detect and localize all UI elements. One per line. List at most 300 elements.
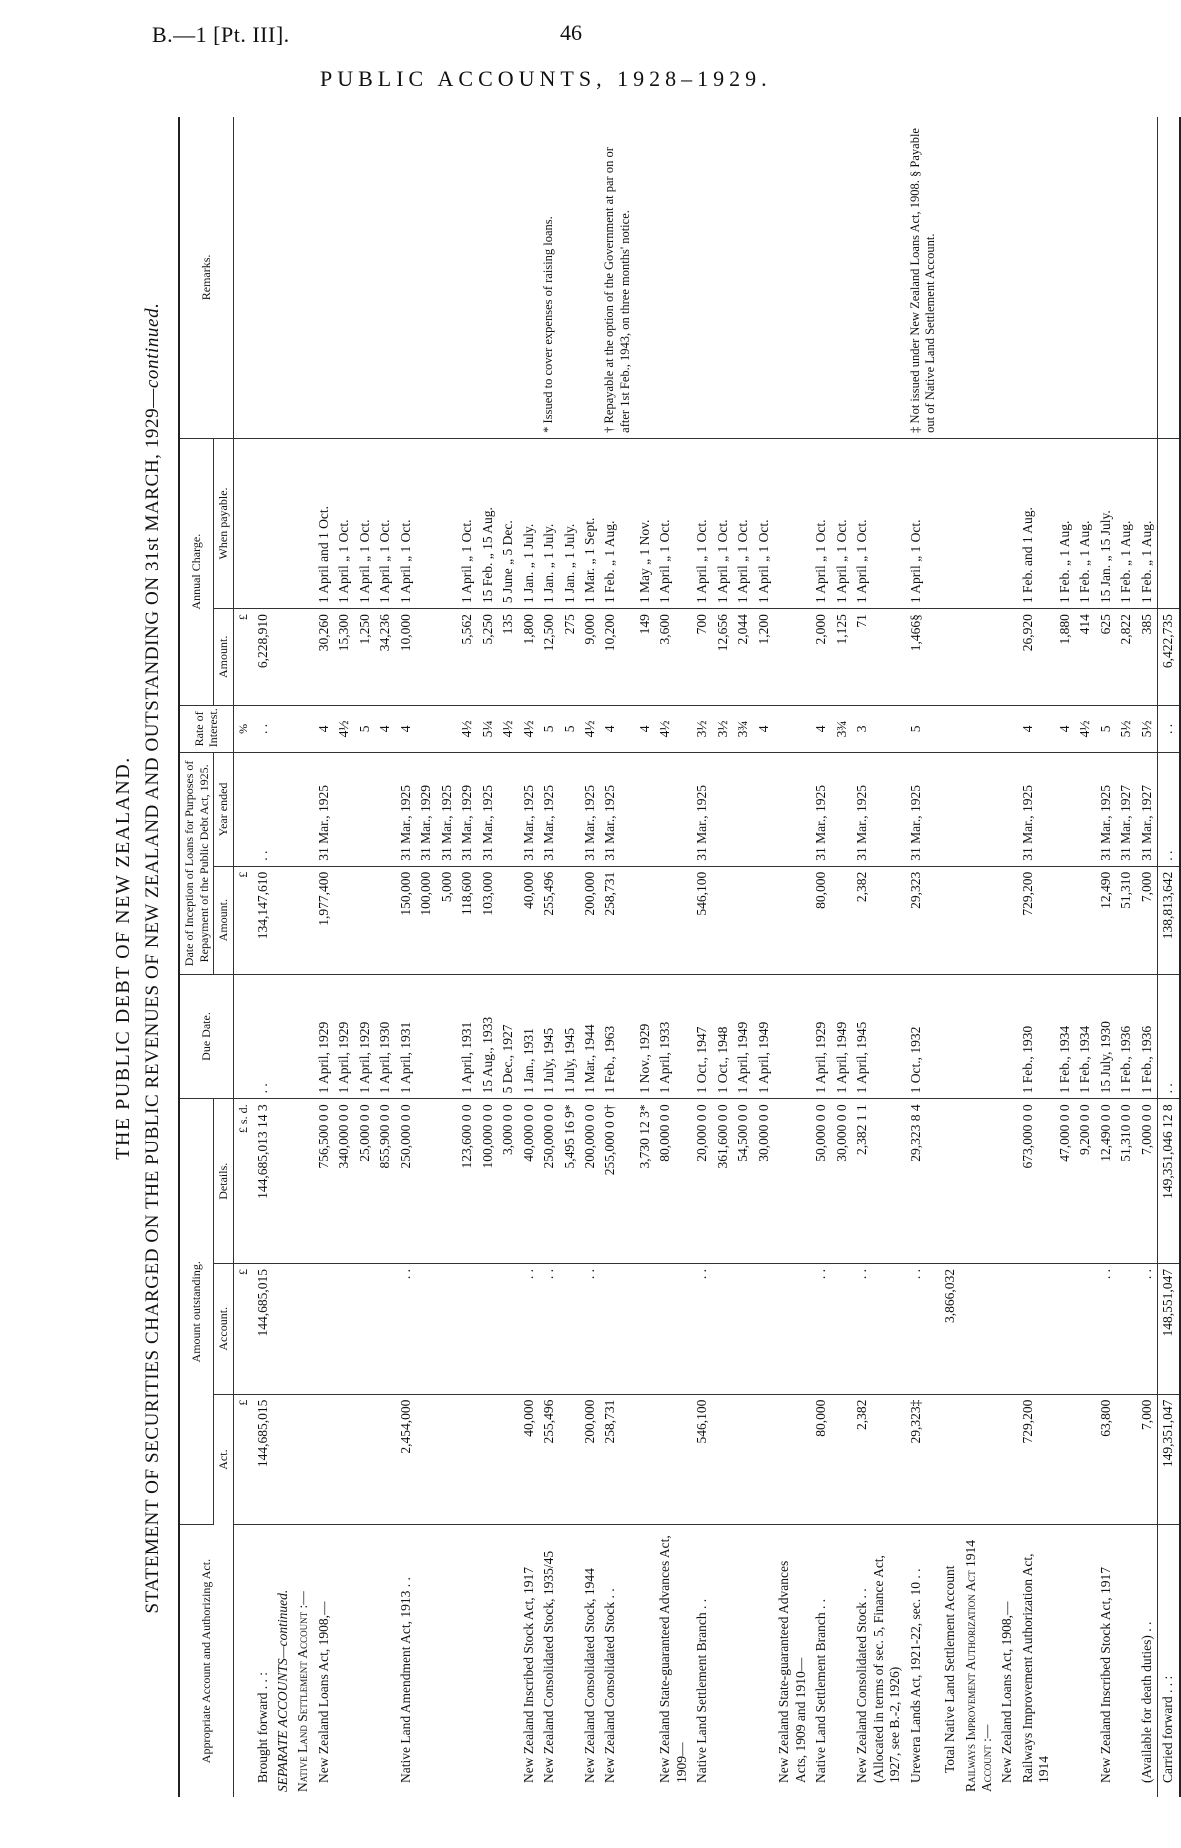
table-row [1075, 117, 1095, 1797]
annual-charge-cell: 15,300 [334, 609, 354, 705]
act-amount-cell [832, 1394, 852, 1525]
year-ended-cell [733, 753, 753, 867]
account-amount-cell [437, 1264, 457, 1395]
when-payable-cell: 1 April and 1 Oct. [314, 438, 334, 608]
account-cell: Railways Improvement Authorization Act 1914 Account :— [962, 1539, 994, 1792]
table-row [733, 117, 753, 1797]
details-cell [437, 1099, 457, 1264]
rate-cell: 4 [1055, 705, 1075, 753]
account-cell [355, 1525, 375, 1797]
details-cell: 144,685,013 14 3 [253, 1099, 273, 1264]
account-cell [478, 1525, 498, 1797]
year-ended-cell [635, 753, 655, 867]
year-ended-cell: 31 Mar., 1927 [1116, 753, 1136, 867]
year-ended-cell: 31 Mar., 1925 [519, 753, 539, 867]
inception-amount-cell [273, 866, 293, 974]
col-due-date: Due Date. [179, 974, 233, 1099]
due-date-cell [997, 974, 1017, 1099]
due-date-cell: . . [1158, 974, 1180, 1099]
remarks-cell [560, 117, 580, 438]
remarks-cell [396, 117, 416, 438]
col-ac-amount: Amount. [214, 609, 234, 705]
due-date-cell: 1 April, 1933 [655, 974, 692, 1099]
account-cell [1116, 1525, 1136, 1797]
when-payable-cell: 1 Jan. „ 1 July. [560, 438, 580, 608]
act-amount-cell [997, 1394, 1017, 1525]
act-amount-cell: 40,000 [519, 1394, 539, 1525]
rate-cell: 5¼ [478, 705, 498, 753]
year-ended-cell: . . [253, 753, 273, 867]
when-payable-cell: 1 Feb. „ 1 Aug. [600, 438, 635, 608]
year-ended-cell [774, 753, 811, 867]
details-cell [416, 1099, 436, 1264]
act-amount-cell [635, 1394, 655, 1525]
inception-amount-cell: 5,000 [437, 866, 457, 974]
details-cell: 80,000 0 0 [655, 1099, 692, 1264]
inception-amount-cell [997, 866, 1017, 974]
inception-amount-cell [774, 866, 811, 974]
due-date-cell: 1 Feb., 1934 [1075, 974, 1095, 1099]
due-date-cell: 1 Oct., 1947 [692, 974, 712, 1099]
due-date-cell: 1 Feb., 1936 [1116, 974, 1136, 1099]
inception-amount-cell: 546,100 [692, 866, 712, 974]
col-details: Details. [214, 1099, 234, 1264]
account-cell: Railways Improvement Authorization Act, 1914 [1019, 1553, 1052, 1783]
page-header [0, 0, 1114, 110]
due-date-cell: 1 April, 1949 [832, 974, 852, 1099]
year-ended-cell: 31 Mar., 1925 [314, 753, 334, 867]
account-amount-cell [1116, 1264, 1136, 1395]
due-date-cell: . . [253, 974, 273, 1099]
details-cell: 255,000 0 0† [600, 1099, 635, 1264]
table-row [314, 117, 334, 1797]
rate-cell [961, 705, 998, 753]
when-payable-cell: 1 April „ 1 Oct. [852, 438, 905, 608]
annual-charge-cell: 5,250 [478, 609, 498, 705]
inception-amount-cell [498, 866, 518, 974]
act-amount-cell: 144,685,015 [253, 1394, 273, 1525]
annual-charge-cell: 2,000 [811, 609, 831, 705]
table-row [519, 117, 539, 1797]
account-cell [635, 1525, 655, 1797]
act-amount-cell [437, 1394, 457, 1525]
annual-charge-cell [416, 609, 436, 705]
annual-charge-cell: 34,236 [375, 609, 395, 705]
rate-cell [416, 705, 436, 753]
act-amount-cell: 29,323‡ [906, 1394, 941, 1525]
table-row [560, 117, 580, 1797]
when-payable-cell: 1 April „ 1 Oct. [733, 438, 753, 608]
table-row [1137, 117, 1158, 1797]
remarks-cell [253, 117, 273, 438]
details-cell: 47,000 0 0 [1055, 1099, 1075, 1264]
account-cell [733, 1525, 753, 1797]
act-amount-cell: 7,000 [1137, 1394, 1158, 1525]
units-row [233, 117, 252, 1797]
details-cell: 9,200 0 0 [1075, 1099, 1095, 1264]
inception-amount-cell: 100,000 [416, 866, 436, 974]
details-cell: 29,323 8 4 [906, 1099, 941, 1264]
account-amount-cell [1055, 1264, 1075, 1395]
table-row [713, 117, 733, 1797]
rate-cell: 3¾ [733, 705, 753, 753]
annual-charge-cell: 275 [560, 609, 580, 705]
details-cell: 123,600 0 0 [457, 1099, 477, 1264]
inception-amount-cell: 255,496 [539, 866, 559, 974]
annual-charge-cell [293, 609, 313, 705]
year-ended-cell [961, 753, 998, 867]
inception-amount-cell [560, 866, 580, 974]
due-date-cell [940, 974, 960, 1099]
year-ended-cell [754, 753, 774, 867]
rate-cell: 3¾ [832, 705, 852, 753]
act-amount-cell: 729,200 [1018, 1394, 1055, 1525]
account-amount-cell [355, 1264, 375, 1395]
remarks-cell [1018, 117, 1055, 438]
annual-charge-cell: 625 [1096, 609, 1116, 705]
annual-charge-cell: 1,125 [832, 609, 852, 705]
statement-title: THE PUBLIC DEBT OF NEW ZEALAND. [112, 756, 134, 1160]
account-cell: Native Land Settlement Account :— [295, 1591, 311, 1792]
inception-amount-cell [635, 866, 655, 974]
year-ended-cell [560, 753, 580, 867]
details-cell: 25,000 0 0 [355, 1099, 375, 1264]
inception-amount-cell: 134,147,610 [253, 866, 273, 974]
due-date-cell: 1 Feb., 1963 [600, 974, 635, 1099]
remarks-cell: * Issued to cover expenses of raising loans. [539, 117, 559, 438]
due-date-cell: 1 April, 1949 [754, 974, 774, 1099]
annual-charge-cell: 1,800 [519, 609, 539, 705]
account-cell: Carried forward . . : [1158, 1525, 1180, 1797]
remarks-cell [580, 117, 600, 438]
year-ended-cell: 31 Mar., 1925 [600, 753, 635, 867]
act-amount-cell: 80,000 [811, 1394, 831, 1525]
annual-charge-cell [437, 609, 457, 705]
table-row [852, 117, 905, 1797]
details-cell: 20,000 0 0 [692, 1099, 712, 1264]
details-cell [293, 1099, 313, 1264]
year-ended-cell: 31 Mar., 1925 [811, 753, 831, 867]
rate-cell [437, 705, 457, 753]
annual-charge-cell: 71 [852, 609, 905, 705]
account-amount-cell [1018, 1264, 1055, 1395]
account-cell: New Zealand Inscribed Stock Act, 1917 [1097, 1567, 1113, 1783]
when-payable-cell [416, 438, 436, 608]
account-amount-cell: . . [906, 1264, 941, 1395]
account-cell [754, 1525, 774, 1797]
annual-charge-cell: 12,500 [539, 609, 559, 705]
account-amount-cell [1075, 1264, 1095, 1395]
rate-cell: 4 [754, 705, 774, 753]
account-cell [437, 1525, 457, 1797]
inception-amount-cell: 51,310 [1116, 866, 1136, 974]
account-amount-cell: 148,551,047 [1158, 1264, 1180, 1395]
when-payable-cell [774, 438, 811, 608]
when-payable-cell: 1 Jan. „ 1 July. [539, 438, 559, 608]
remarks-cell [754, 117, 774, 438]
details-cell: 40,000 0 0 [519, 1099, 539, 1264]
table-row [375, 117, 395, 1797]
year-ended-cell: 31 Mar., 1927 [1137, 753, 1158, 867]
rate-cell: 3½ [692, 705, 712, 753]
table-row [457, 117, 477, 1797]
due-date-cell: 1 Feb., 1934 [1055, 974, 1075, 1099]
account-cell: New Zealand Consolidated Stock, 1944 [582, 1568, 597, 1783]
remarks-cell [334, 117, 354, 438]
details-cell: 756,500 0 0 [314, 1099, 334, 1264]
table-row [355, 117, 375, 1797]
inception-amount-cell [733, 866, 753, 974]
table-row [940, 117, 960, 1797]
year-ended-cell: 31 Mar., 1925 [396, 753, 416, 867]
table-row [498, 117, 518, 1797]
act-amount-cell [1055, 1394, 1075, 1525]
when-payable-cell [997, 438, 1017, 608]
unit-pound: £ [233, 1394, 252, 1525]
inception-amount-cell [375, 866, 395, 974]
inception-amount-cell: 118,600 [457, 866, 477, 974]
act-amount-cell [774, 1394, 811, 1525]
rate-cell: . . [1158, 705, 1180, 753]
annual-charge-cell: 12,656 [713, 609, 733, 705]
act-amount-cell [754, 1394, 774, 1525]
rate-cell: 4 [635, 705, 655, 753]
annual-charge-cell: 3,600 [655, 609, 692, 705]
remarks-cell [1158, 117, 1180, 438]
account-amount-cell [832, 1264, 852, 1395]
due-date-cell: 1 April, 1949 [733, 974, 753, 1099]
account-cell [832, 1525, 852, 1797]
table-row [906, 117, 941, 1797]
inception-amount-cell: 103,000 [478, 866, 498, 974]
rate-cell [273, 705, 293, 753]
year-ended-cell: 31 Mar., 1925 [437, 753, 457, 867]
annual-charge-cell: 6,422,735 [1158, 609, 1180, 705]
due-date-cell [961, 974, 998, 1099]
when-payable-cell: 1 May „ 1 Nov. [635, 438, 655, 608]
inception-amount-cell: 12,490 [1096, 866, 1116, 974]
remarks-cell [635, 117, 655, 438]
table-row [539, 117, 559, 1797]
account-cell [334, 1525, 354, 1797]
year-ended-cell: 31 Mar., 1929 [416, 753, 436, 867]
when-payable-cell: 1 April „ 1 Oct. [396, 438, 416, 608]
act-amount-cell [498, 1394, 518, 1525]
annual-charge-cell [961, 609, 998, 705]
act-amount-cell: 63,800 [1096, 1394, 1116, 1525]
account-amount-cell: . . [580, 1264, 600, 1395]
due-date-cell: 1 April, 1929 [314, 974, 334, 1099]
inception-amount-cell: 258,731 [600, 866, 635, 974]
due-date-cell: 15 Aug., 1933 [478, 974, 498, 1099]
year-ended-cell [997, 753, 1017, 867]
when-payable-cell: 1 Feb. and 1 Aug. [1018, 438, 1055, 608]
when-payable-cell: 1 April „ 1 Oct. [375, 438, 395, 608]
table-row [997, 117, 1017, 1797]
table-row [478, 117, 498, 1797]
act-amount-cell [1075, 1394, 1095, 1525]
annual-charge-cell: 2,044 [733, 609, 753, 705]
year-ended-cell [1055, 753, 1075, 867]
account-amount-cell [293, 1264, 313, 1395]
act-amount-cell [560, 1394, 580, 1525]
annual-charge-cell: 700 [692, 609, 712, 705]
remarks-cell [1096, 117, 1116, 438]
due-date-cell: 1 April, 1931 [396, 974, 416, 1099]
remarks-cell [314, 117, 334, 438]
account-cell: New Zealand Loans Act, 1908,— [315, 1601, 331, 1783]
due-date-cell: 1 April, 1945 [852, 974, 905, 1099]
table-row [416, 117, 436, 1797]
when-payable-cell [437, 438, 457, 608]
page-number: 46 [560, 20, 582, 45]
when-payable-cell: 1 April „ 1 Oct. [713, 438, 733, 608]
remarks-cell [1055, 117, 1075, 438]
account-amount-cell: . . [1096, 1264, 1116, 1395]
annual-charge-cell [273, 609, 293, 705]
account-cell: New Zealand Inscribed Stock Act, 1917 [520, 1567, 536, 1783]
act-amount-cell [416, 1394, 436, 1525]
rate-cell: 3½ [713, 705, 733, 753]
rate-cell: 5 [906, 705, 941, 753]
remarks-cell [733, 117, 753, 438]
year-ended-cell: 31 Mar., 1925 [1018, 753, 1055, 867]
details-cell: 51,310 0 0 [1116, 1099, 1136, 1264]
account-amount-cell: . . [811, 1264, 831, 1395]
annual-charge-cell: 385 [1137, 609, 1158, 705]
year-ended-cell: 31 Mar., 1925 [539, 753, 559, 867]
remarks-cell: † Repayable at the option of the Government at par on or after 1st Feb., 1943, on three months' notice. [600, 117, 635, 438]
col-when-payable: When payable. [214, 438, 234, 608]
rate-cell: 4 [600, 705, 635, 753]
when-payable-cell [273, 438, 293, 608]
year-ended-cell [498, 753, 518, 867]
rate-cell: 4½ [519, 705, 539, 753]
remarks-cell [519, 117, 539, 438]
when-payable-cell: 1 April „ 1 Oct. [811, 438, 831, 608]
unit-pound: £ [233, 866, 252, 974]
due-date-cell: 1 Feb., 1930 [1018, 974, 1055, 1099]
inception-amount-cell [1055, 866, 1075, 974]
year-ended-cell: 31 Mar., 1925 [906, 753, 941, 867]
annual-charge-cell: 10,000 [396, 609, 416, 705]
year-ended-cell [375, 753, 395, 867]
remarks-cell [997, 117, 1017, 438]
rotated-statement [112, 113, 1176, 1803]
act-amount-cell [314, 1394, 334, 1525]
table-row [655, 117, 692, 1797]
account-cell [457, 1525, 477, 1797]
details-cell: 149,351,046 12 8 [1158, 1099, 1180, 1264]
when-payable-cell: 1 Feb. „ 1 Aug. [1137, 438, 1158, 608]
annual-charge-cell: 149 [635, 609, 655, 705]
inception-amount-cell [355, 866, 375, 974]
details-cell [774, 1099, 811, 1264]
annual-charge-cell: 135 [498, 609, 518, 705]
col-annual-charge: Annual Charge. [179, 438, 214, 705]
act-amount-cell: 149,351,047 [1158, 1394, 1180, 1525]
inception-amount-cell: 729,200 [1018, 866, 1055, 974]
year-ended-cell [940, 753, 960, 867]
when-payable-cell: 1 Feb. „ 1 Aug. [1075, 438, 1095, 608]
remarks-cell [1137, 117, 1158, 438]
annual-charge-cell: 6,228,910 [253, 609, 273, 705]
account-cell: New Zealand Consolidated Stock . . [602, 1588, 618, 1783]
account-amount-cell [655, 1264, 692, 1395]
annual-charge-cell: 10,200 [600, 609, 635, 705]
due-date-cell [774, 974, 811, 1099]
account-cell: Total Native Land Settlement Account [942, 1565, 958, 1773]
details-cell: 12,490 0 0 [1096, 1099, 1116, 1264]
year-ended-cell [1075, 753, 1095, 867]
unit-pct: % [233, 705, 252, 753]
act-amount-cell [733, 1394, 753, 1525]
account-amount-cell [375, 1264, 395, 1395]
annual-charge-cell: 1,250 [355, 609, 375, 705]
act-amount-cell: 200,000 [580, 1394, 600, 1525]
table-row [437, 117, 457, 1797]
due-date-cell: 1 Mar., 1944 [580, 974, 600, 1099]
table-row [293, 117, 313, 1797]
due-date-cell [416, 974, 436, 1099]
year-ended-cell: 31 Mar., 1925 [1096, 753, 1116, 867]
due-date-cell [273, 974, 293, 1099]
details-cell [940, 1099, 960, 1264]
table-head [179, 117, 233, 1797]
col-inception-amount: Amount. [214, 866, 234, 974]
when-payable-cell: 1 April „ 1 Oct. [334, 438, 354, 608]
details-cell: 7,000 0 0 [1137, 1099, 1158, 1264]
account-amount-cell [774, 1264, 811, 1395]
rate-cell [940, 705, 960, 753]
act-amount-cell: 255,496 [539, 1394, 559, 1525]
account-amount-cell: 3,866,032 [940, 1264, 960, 1395]
rate-cell: . . [253, 705, 273, 753]
table-row [1055, 117, 1075, 1797]
remarks-cell [961, 117, 998, 438]
col-amount-outstanding: Amount outstanding. [179, 1099, 214, 1525]
details-cell: 5,495 16 9* [560, 1099, 580, 1264]
details-cell: 50,000 0 0 [811, 1099, 831, 1264]
details-cell: 54,500 0 0 [733, 1099, 753, 1264]
remarks-cell [498, 117, 518, 438]
rate-cell: 4½ [334, 705, 354, 753]
account-cell [1055, 1525, 1075, 1797]
inception-amount-cell [1075, 866, 1095, 974]
due-date-cell: 1 Oct., 1948 [713, 974, 733, 1099]
rate-cell: 4½ [655, 705, 692, 753]
annual-charge-cell: 26,920 [1018, 609, 1055, 705]
due-date-cell: 1 April, 1931 [457, 974, 477, 1099]
details-cell: 30,000 0 0 [832, 1099, 852, 1264]
account-amount-cell: . . [1137, 1264, 1158, 1395]
due-date-cell: 1 April, 1929 [355, 974, 375, 1099]
remarks-cell [273, 117, 293, 438]
col-account-amount: Account. [214, 1264, 234, 1395]
year-ended-cell [713, 753, 733, 867]
due-date-cell: 1 July, 1945 [560, 974, 580, 1099]
act-amount-cell [961, 1394, 998, 1525]
table-row [692, 117, 712, 1797]
details-cell: 250,000 0 0 [539, 1099, 559, 1264]
annual-charge-cell: 1,466§ [906, 609, 941, 705]
account-cell: New Zealand Consolidated Stock, 1935/45 [541, 1550, 557, 1783]
when-payable-cell: 1 April „ 1 Oct. [355, 438, 375, 608]
act-amount-cell: 546,100 [692, 1394, 712, 1525]
table-row [1116, 117, 1136, 1797]
rate-cell: 4½ [457, 705, 477, 753]
year-ended-cell [273, 753, 293, 867]
